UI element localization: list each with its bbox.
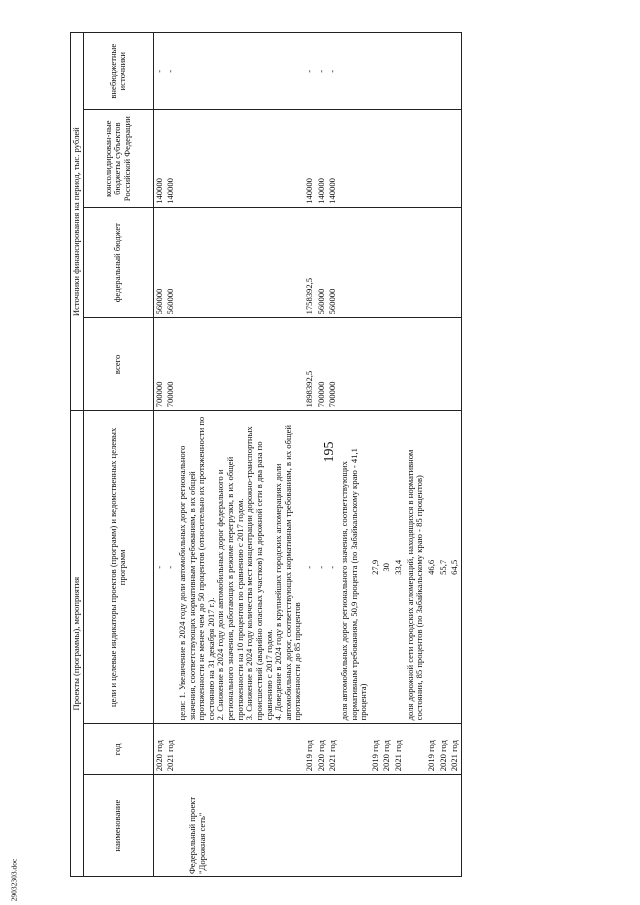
indicator-value: 27,9 (370, 411, 382, 724)
year-cell: 2021 год (165, 724, 177, 775)
project-goals-row (177, 33, 304, 877)
table-row (393, 33, 405, 877)
goal-cell: - (153, 411, 165, 724)
total-cell: 700000 (153, 318, 165, 411)
total-cell: 1898392,5 (304, 318, 316, 411)
year-cell: 2019 год (304, 724, 316, 775)
indicator-row (339, 33, 370, 877)
year-cell: 2019 год (426, 724, 438, 775)
financing-table (70, 32, 462, 877)
col-extra: внебюджетные источники (83, 33, 153, 111)
regional-cell: 140000 (153, 110, 165, 207)
federal-cell: 560000 (153, 207, 165, 318)
table-row (370, 33, 382, 877)
header-columns-row (83, 33, 153, 877)
col-federal: федеральный бюджет (83, 207, 153, 318)
regional-cell: 140000 (316, 110, 328, 207)
year-cell: 2020 год (153, 724, 165, 775)
regional-cell: 140000 (165, 110, 177, 207)
total-cell: 700000 (327, 318, 339, 411)
extra-cell: - (316, 33, 328, 111)
table-row (381, 33, 393, 877)
table-row (426, 33, 438, 877)
indicator-2-text: доля дорожной сети городских агломераций, находящихся в нормативном состоянии, 85 процентов (по Забайкальскому краю - 85 процентов) (405, 411, 426, 724)
total-cell: 700000 (165, 318, 177, 411)
extra-cell: - (165, 33, 177, 111)
table-row (316, 33, 328, 877)
indicator-value: 30 (381, 411, 393, 724)
table-row (165, 33, 177, 877)
federal-cell: 560000 (327, 207, 339, 318)
header-projects: Проекты (программы), мероприятия (71, 411, 84, 877)
extra-cell: - (304, 33, 316, 111)
document-filename: 29032303.doc (9, 858, 19, 902)
indicator-value: 46,6 (426, 411, 438, 724)
year-cell: 2020 год (438, 724, 450, 775)
total-cell: 700000 (316, 318, 328, 411)
goal-cell: - (316, 411, 328, 724)
indicator-value: 33,4 (393, 411, 405, 724)
year-cell: 2021 год (327, 724, 339, 775)
table-row (153, 33, 165, 877)
federal-cell: 560000 (316, 207, 328, 318)
table-row (327, 33, 339, 877)
project-goals-text: цели: 1. Увеличение в 2024 году доли автомобильных дорог регионального значения, соответствующих нормативным требованиям, в их общей протяженности не менее чем до 50 процентов (относительно их протяженности по состоянию на 31 декабря 2017 г.). 2. Снижение в 2024 году доли автомобильных дорог федерального и регионального значения, работающих в режиме перегрузки, в их общей протяженности на 10 процентов по сравнению с 2017 годом. 3. Снижение в 2024 году количества мест концентрации дорожно-транспортных происшествий (аварийно опасных участков) на дорожной сети в два раза по сравнению с 2017 годом. 4. Доведение в 2024 году в крупнейших городских агломерациях доли автомобильных дорог, соответствующих нормативным требованиям, в их общей протяженности до 85 процентов (177, 411, 304, 724)
regional-cell: 140000 (327, 110, 339, 207)
table-row (449, 33, 461, 877)
federal-cell: 1758392,5 (304, 207, 316, 318)
col-regional: консолидирован-ные бюджеты субъектов Российской Федерации (83, 110, 153, 207)
goal-cell: - (327, 411, 339, 724)
extra-cell: - (327, 33, 339, 111)
regional-cell: 140000 (304, 110, 316, 207)
col-year: год (83, 724, 153, 775)
year-cell: 2020 год (381, 724, 393, 775)
year-cell: 2021 год (449, 724, 461, 775)
col-name: наименование (83, 775, 153, 877)
federal-cell: 560000 (165, 207, 177, 318)
header-group-row (71, 33, 84, 877)
financing-table-wrapper (70, 32, 604, 877)
indicator-value: 55,7 (438, 411, 450, 724)
indicator-1-text: доля автомобильных дорог регионального значения, соответствующих нормативным требованиям, 50,9 процента (по Забайкальскому краю - 41,1 процента) (339, 411, 370, 724)
extra-cell: - (153, 33, 165, 111)
col-goals: цели и целевые индикаторы проектов (программ) и ведомственных целевых программ (83, 411, 153, 724)
goal-cell: - (304, 411, 316, 724)
year-cell: 2019 год (370, 724, 382, 775)
col-total: всего (83, 318, 153, 411)
indicator-value: 64,5 (449, 411, 461, 724)
year-cell: 2021 год (393, 724, 405, 775)
page-number: 195 (322, 441, 337, 463)
goal-cell: - (165, 411, 177, 724)
project-name: Федеральный проект "Дорожная сеть" (187, 796, 207, 874)
table-row (438, 33, 450, 877)
indicator-row (405, 33, 426, 877)
year-cell: 2020 год (316, 724, 328, 775)
header-sources: Источники финансирования на период, тыс. рублей (71, 33, 84, 411)
table-row (304, 33, 316, 877)
